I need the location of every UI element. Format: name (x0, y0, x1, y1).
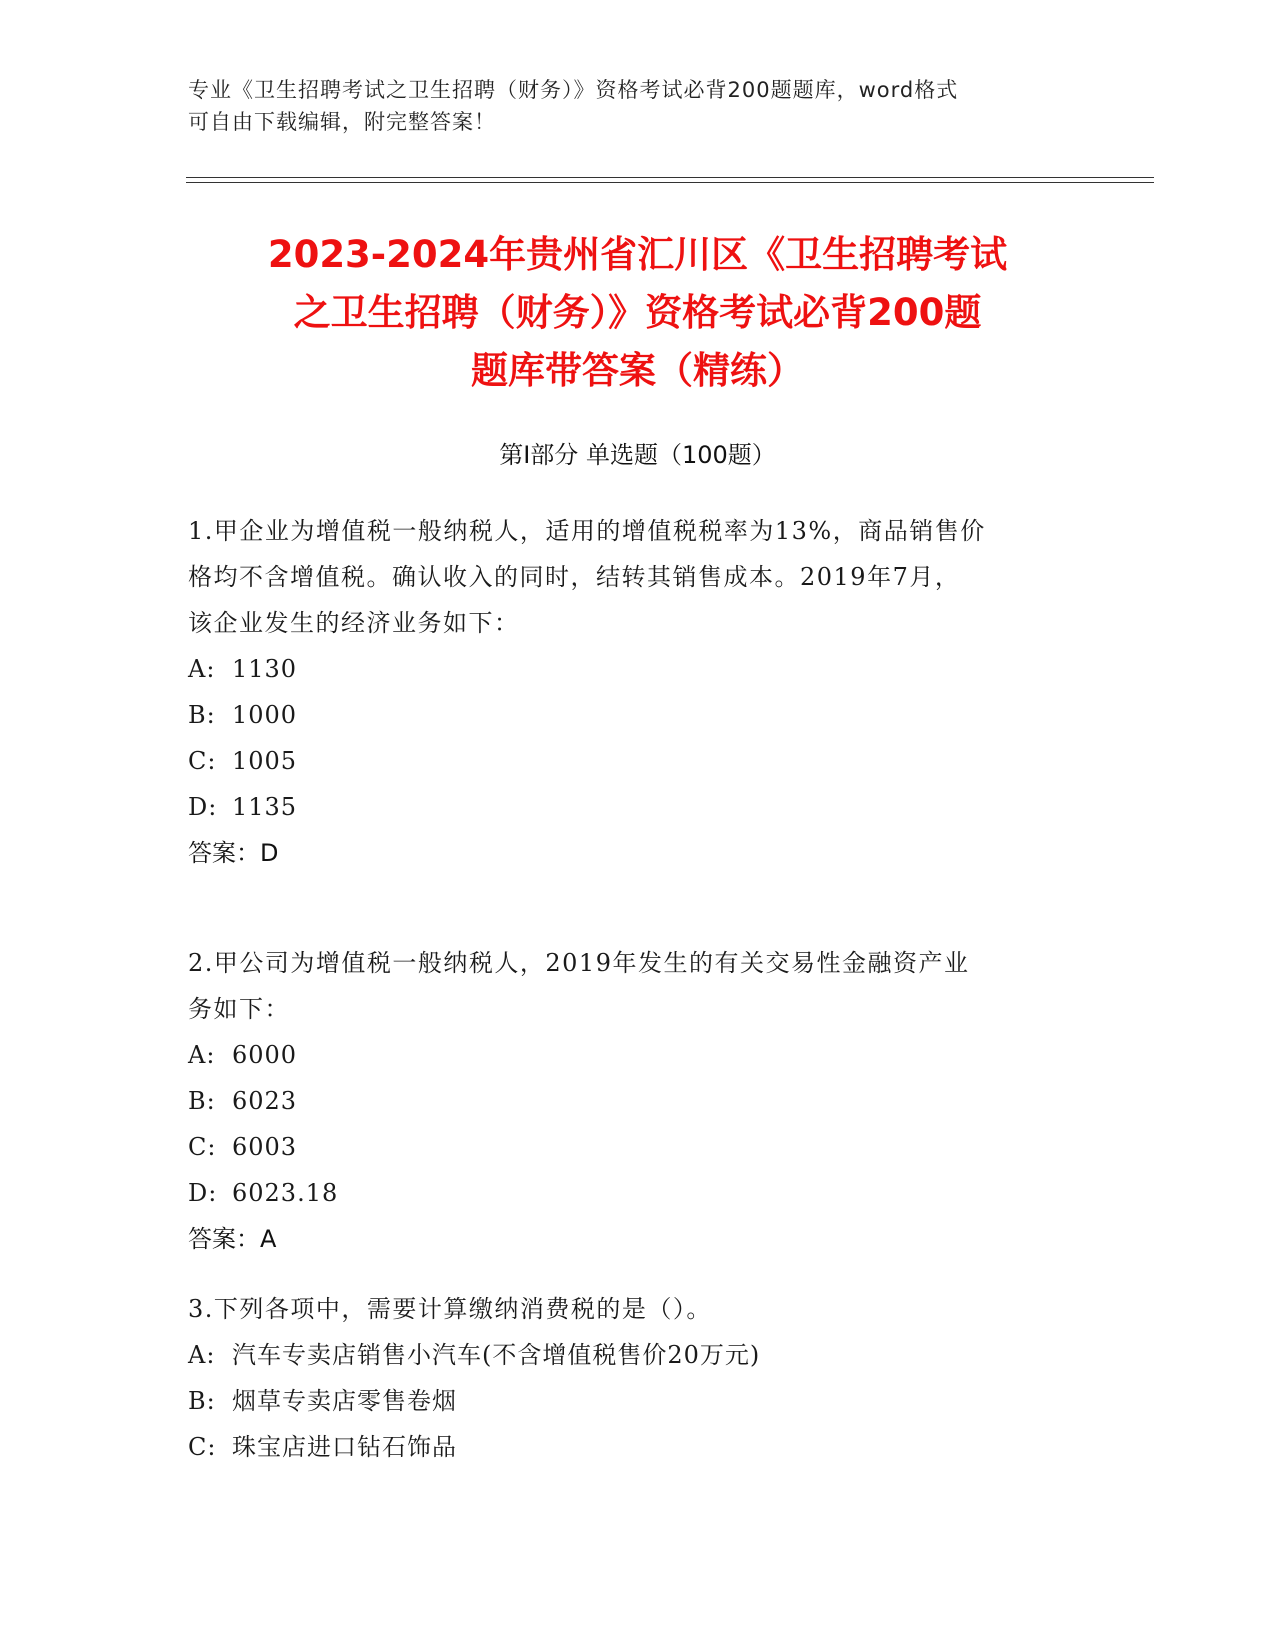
header-note (188, 74, 1068, 138)
option-text: 1135 (232, 793, 298, 821)
option-letter: B: (188, 1087, 216, 1115)
option-text: 烟草专卖店零售卷烟 (232, 1387, 457, 1415)
option-d (188, 1170, 1088, 1216)
option-text: 汽车专卖店销售小汽车(不含增值税售价20万元) (232, 1341, 761, 1369)
header-divider-top (186, 177, 1154, 178)
option-a (188, 1032, 1088, 1078)
option-text: 6000 (232, 1041, 298, 1069)
title-line-2: 之卫生招聘（财务）》资格考试必背200题 (293, 291, 982, 334)
option-text: 6023 (232, 1087, 298, 1115)
answer-line: 答案：D (188, 839, 279, 867)
option-text: 1000 (232, 701, 298, 729)
option-a (188, 1332, 1088, 1378)
section-heading: 第Ⅰ部分 单选题（100题） (499, 441, 776, 469)
question-text-line: 1.甲企业为增值税一般纳税人，适用的增值税税率为13%，商品销售价 (188, 517, 986, 545)
option-letter: A: (188, 1341, 216, 1369)
option-c (188, 738, 1088, 784)
option-c (188, 1424, 1088, 1470)
header-line-2: 可自由下载编辑，附完整答案！ (188, 110, 496, 134)
question-1 (188, 508, 1088, 876)
question-text-line: 格均不含增值税。确认收入的同时，结转其销售成本。2019年7月， (188, 563, 961, 591)
option-text: 6023.18 (232, 1179, 339, 1207)
option-letter: C: (188, 747, 217, 775)
option-letter: A: (188, 1041, 216, 1069)
option-text: 6003 (232, 1133, 298, 1161)
question-2 (188, 940, 1088, 1262)
option-letter: B: (188, 701, 216, 729)
question-text-line: 该企业发生的经济业务如下： (188, 609, 520, 637)
option-letter: D: (188, 793, 218, 821)
title-line-3: 题库带答案（精练） (471, 349, 804, 392)
option-text: 珠宝店进口钻石饰品 (232, 1433, 457, 1461)
question-text-line: 2.甲公司为增值税一般纳税人，2019年发生的有关交易性金融资产业 (188, 949, 970, 977)
question-text-line: 务如下： (188, 995, 290, 1023)
option-a (188, 646, 1088, 692)
header-divider-bottom (186, 182, 1154, 183)
option-letter: D: (188, 1179, 218, 1207)
option-b (188, 1078, 1088, 1124)
option-letter: A: (188, 655, 216, 683)
option-letter: B: (188, 1387, 216, 1415)
option-text: 1005 (232, 747, 298, 775)
header-line-1: 专业《卫生招聘考试之卫生招聘（财务）》资格考试必背200题题库，word格式 (188, 78, 959, 102)
title-line-1: 2023-2024年贵州省汇川区《卫生招聘考试 (267, 233, 1008, 276)
question-text-line: 3.下列各项中，需要计算缴纳消费税的是（）。 (188, 1295, 712, 1323)
option-d (188, 784, 1088, 830)
option-letter: C: (188, 1133, 217, 1161)
question-3 (188, 1286, 1088, 1470)
option-letter: C: (188, 1433, 217, 1461)
option-b (188, 1378, 1088, 1424)
answer-line: 答案：A (188, 1225, 277, 1253)
option-b (188, 692, 1088, 738)
option-text: 1130 (232, 655, 298, 683)
option-c (188, 1124, 1088, 1170)
document-title (150, 226, 1125, 400)
